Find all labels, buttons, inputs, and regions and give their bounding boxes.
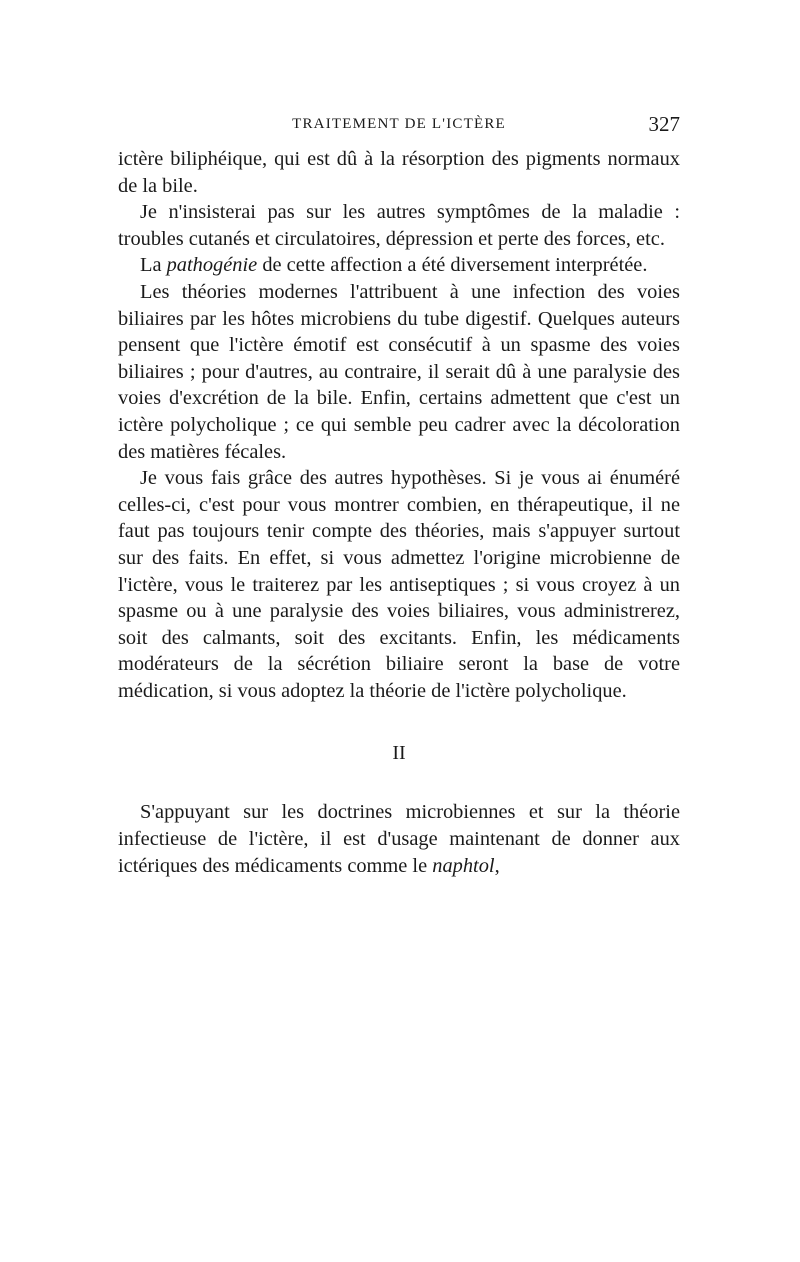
paragraph-continuation: ictère biliphéique, qui est dû à la résorption des pigments normaux de la bile. bbox=[118, 148, 680, 197]
paragraph-pathogenie-before: La bbox=[140, 254, 167, 277]
body-text bbox=[118, 146, 680, 879]
running-header bbox=[118, 112, 680, 146]
paragraph-pathogenie-after: de cette affection a été diversement interprétée. bbox=[257, 254, 648, 277]
section-heading: II bbox=[392, 742, 406, 765]
pathogenie-emphasis: pathogénie bbox=[166, 254, 258, 277]
running-title: TRAITEMENT DE L'ICTÈRE bbox=[292, 116, 506, 132]
paragraph-pathogenie bbox=[118, 252, 680, 279]
paragraph-section-two-before: S'appuyant sur les doctrines microbiennes et sur la théorie infectieuse de l'ictère, il est d'usage maintenant de donner aux ictériques des médicaments comme le bbox=[118, 801, 680, 877]
paragraph-hypotheses: Je vous fais grâce des autres hypothèses. Si je vous ai énuméré celles-ci, c'est pour vous montrer combien, en thérapeutique, il ne faut pas toujours tenir compte des théories, mais s'appuyer surtout sur des faits. En effet, si vous admettez l'origine microbienne de l'ictère, vous le traiterez par les antiseptiques ; si vous croyez à un spasme ou à une paralysie des voies biliaires, vous administrerez, soit des calmants, soit des excitants. Enfin, les médicaments modérateurs de la sécrétion biliaire seront la base de votre médication, si vous adoptez la théorie de l'ictère polycholique. bbox=[118, 467, 680, 702]
paragraph-section-two bbox=[118, 799, 680, 879]
naphtol-emphasis: naphtol bbox=[432, 854, 495, 877]
paragraph-theories: Les théories modernes l'attribuent à une infection des voies biliaires par les hôtes microbiens du tube digestif. Quelques auteurs pensent que l'ictère émotif est consécutif à un spasme des voies biliaires ; pour d'autres, au contraire, il serait dû à une paralysie des voies d'excrétion de la bile. Enfin, certains admettent que c'est un ictère polycholique ; ce qui semble peu cadrer avec la décoloration des matières fécales. bbox=[118, 280, 680, 463]
paragraph-section-two-after: , bbox=[494, 854, 500, 877]
page-number: 327 bbox=[648, 112, 680, 136]
paragraph-symptoms: Je n'insisterai pas sur les autres symptômes de la maladie : troubles cutanés et circulatoires, dépression et perte des forces, etc. bbox=[118, 201, 680, 250]
book-page bbox=[118, 112, 680, 879]
